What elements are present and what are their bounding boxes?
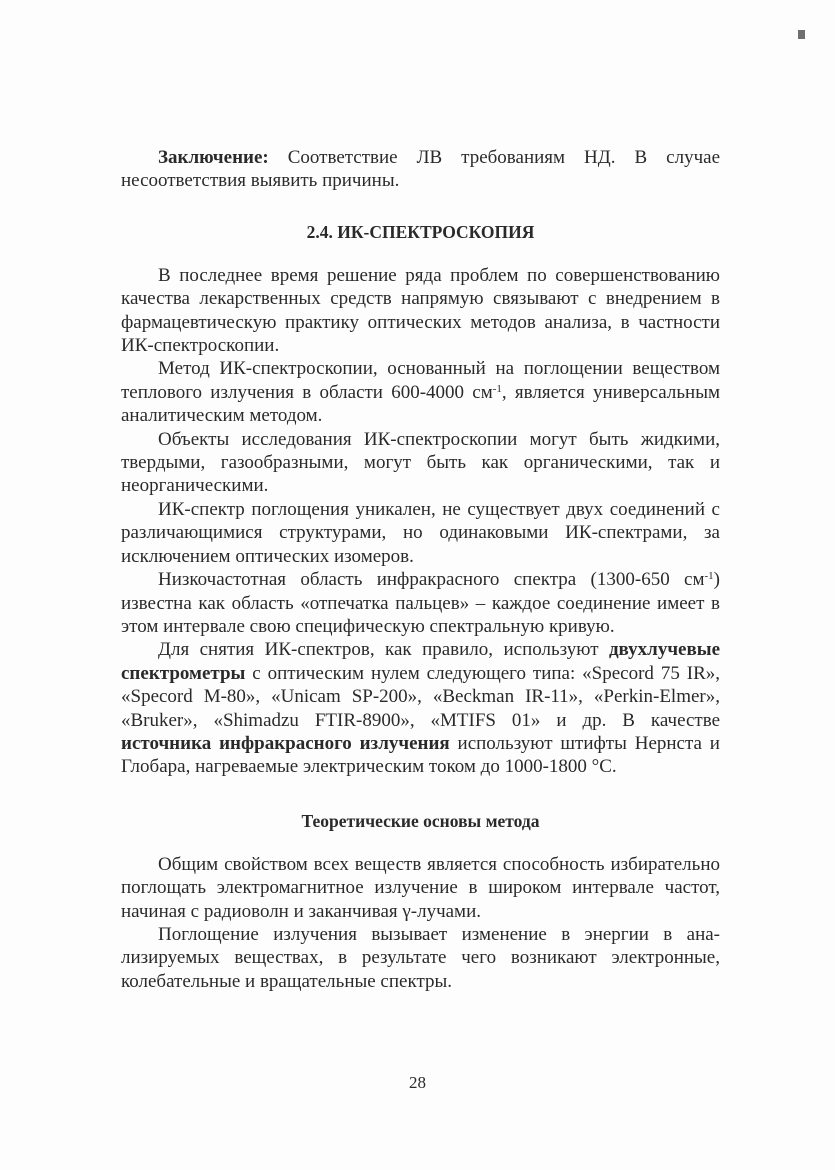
superscript-minus-one: -1 bbox=[704, 570, 714, 583]
paragraph-objects: Объекты исследования ИК-спектроскопии могут быть жидкими, твердыми, газообразными, могут быть как органическими, так и неорганическими. bbox=[121, 428, 720, 497]
paragraph-spectrometers-text-c: используют штифты Нернста и Глобара, нагреваемые электрическим током до 1000-1800 °С. bbox=[121, 732, 720, 778]
scan-artifact-mark bbox=[798, 30, 805, 39]
paragraph-method-text-b: , является универсальным аналитическим методом. bbox=[121, 381, 720, 427]
paragraph-fingerprint bbox=[121, 568, 720, 638]
page-number: 28 bbox=[409, 1073, 426, 1092]
conclusion-text: Соответствие ЛВ требованиям НД. В случае несоответствия выявить причины. bbox=[121, 147, 720, 192]
paragraph-spectrometers-text-a: Для снятия ИК-спектров, как правило, используют bbox=[158, 639, 609, 661]
bold-term-spectrometers: двухлучевые спектрометры bbox=[121, 639, 720, 684]
subsection-title: Теоретические основы метода bbox=[301, 810, 540, 831]
paragraph-spectrometers bbox=[121, 638, 720, 778]
paragraph-fingerprint-text-b: ) известна как область «отпечатка пальцев» – каждое соединение имеет в этом интервале свою специфическую спектральную кривую. bbox=[121, 569, 720, 637]
paragraph-fingerprint-text-a: Низкочастотная область инфракрасного спектра (1300-650 см bbox=[158, 569, 705, 591]
page-content bbox=[121, 146, 720, 993]
bold-term-ir-source: источника инфракрасного излучения bbox=[121, 732, 450, 754]
paragraph-method-text-a: Метод ИК-спектроскопии, основанный на поглощении веществом теплового излучения в области 600-4000 см bbox=[121, 358, 720, 403]
paragraph-theory-spectra: Поглощение излучения вызывает изменение в энергии в анализируемых веществах, в результате чего возникают электронные, колебательные и вращательные спектры. bbox=[121, 923, 720, 992]
conclusion-paragraph bbox=[121, 146, 720, 193]
paragraph-intro: В последнее время решение ряда проблем по совершенствованию качества лекарственных средств напрямую связывают с внедрением в фармацевтическую практику оптических методов анализа, в частности ИК-спектроскопии. bbox=[121, 264, 720, 357]
superscript-minus-one: -1 bbox=[492, 382, 502, 395]
paragraph-method bbox=[121, 357, 720, 427]
paragraph-spectrometers-text-b: с оптическим нулем следующего типа: «Specord 75 IR», «Specord M-80», «Unicam SP-200», «Beckman IR-11», «Perkin-Elmer», «Bruker», «Shimadzu FTIR-8900», «MTIFS 01» и др. В качестве bbox=[121, 662, 720, 731]
section-title: 2.4. ИК-СПЕКТРОСКОПИЯ bbox=[306, 221, 535, 242]
paragraph-unique: ИК-спектр поглощения уникален, не существует двух соединений с различающимися структурами, но одинаковыми ИК-спектрами, за исключением оптических изомеров. bbox=[121, 498, 720, 567]
conclusion-label: Заключение: bbox=[158, 147, 269, 168]
paragraph-theory-absorption: Общим свойством всех веществ является способность избирательно поглощать электромагнитное излучение в широком интервале частот, начиная с радиоволн и заканчивая γ-лучами. bbox=[121, 853, 720, 922]
